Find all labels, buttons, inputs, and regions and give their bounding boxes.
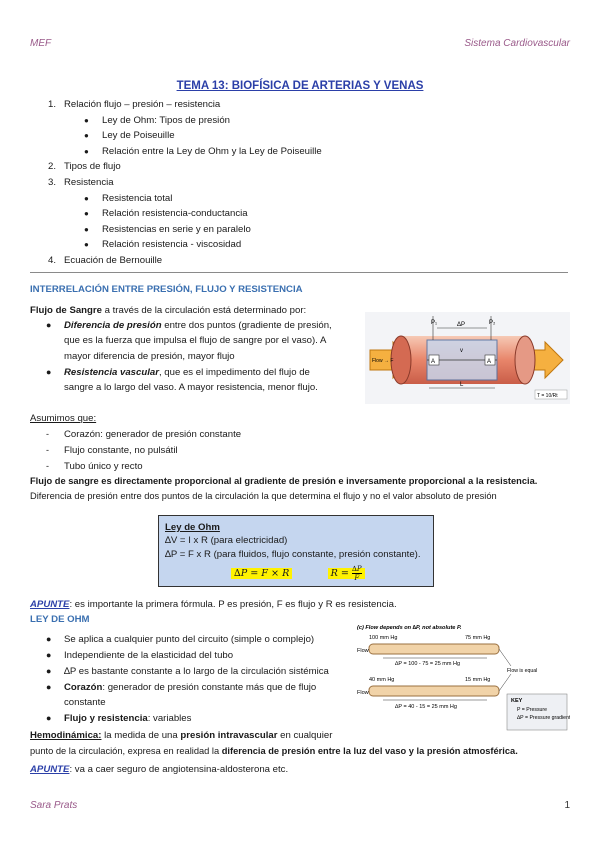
hemodinamica-line1: Hemodinámica: la medida de una presión intravascular en cualquier — [30, 730, 333, 741]
toc-item: 4. Ecuación de Bernouille — [48, 254, 163, 266]
toc-subitem: ● Ley de Ohm: Tipos de presión — [84, 114, 230, 126]
label-p2: P₂ — [489, 320, 496, 326]
section-heading-interrelacion: INTERRELACIÓN ENTRE PRESIÓN, FLUJO Y RESISTENCIA — [30, 284, 303, 295]
toc-subitem: ● Relación resistencia - viscosidad — [84, 239, 242, 251]
table-of-contents — [48, 97, 322, 269]
equation-2: R = $\frac{\Delta P}{F}$ — [328, 568, 365, 579]
footer-author: Sara Prats — [30, 800, 78, 811]
label-dp: ΔP — [457, 322, 466, 328]
pressure-gradient-diagram — [355, 622, 570, 734]
label-a1: A — [431, 359, 436, 365]
label-footer: T = 10/Rt — [537, 393, 558, 399]
ohm-bullet: ● ∆P es bastante constante a lo largo de la circulación sistémica — [46, 666, 329, 677]
apunte-2: APUNTE: va a caer seguro de angiotensina-aldosterona etc. — [30, 764, 289, 775]
ohm-bullet: ● Independiente de la elasticidad del tubo — [46, 650, 234, 661]
bold-statement: Flujo de sangre es directamente proporcional al gradiente de presión e inversamente proporcional a la resistencia. — [30, 476, 538, 486]
diagram2-bot-left: 40 mm Hg — [369, 677, 395, 683]
diagram2-key1: P = Pressure — [517, 707, 548, 713]
tube-bottom — [369, 686, 499, 696]
label-a2: A — [487, 359, 492, 365]
toc-item: 1. Relación flujo – presión – resistencia — [48, 99, 221, 110]
diagram2-top-dp: ∆P = 100 - 75 = 25 mm Hg — [395, 661, 461, 667]
diagram2-note: Flow is equal — [507, 668, 538, 674]
statement-2: Diferencia de presión entre dos puntos de la circulación la que determina el flujo y no el valor absoluto de presión — [30, 491, 497, 501]
ohm-title: Ley de Ohm — [165, 522, 220, 533]
toc-subitem: ● Relación entre la Ley de Ohm y la Ley de Poiseuille — [84, 145, 322, 157]
diagram2-bot-dp: ∆P = 40 - 15 = 25 mm Hg — [395, 704, 457, 710]
vessel-flow-diagram — [365, 312, 570, 404]
page-number: 1 — [564, 800, 570, 811]
hemodinamica-line2: punto de la circulación, expresa en realidad la diferencia de presión entre la luz del vaso y la presión atmosférica. — [30, 746, 518, 756]
ohm-bullet: ● Se aplica a cualquier punto del circuito (simple o complejo) — [46, 634, 315, 645]
ohm-law-box — [158, 515, 434, 587]
equation-1: ∆P = F × R — [231, 568, 292, 579]
ohm-bullet: ● Flujo y resistencia: variables — [46, 713, 192, 724]
toc-subitem: ● Resistencias en serie y en paralelo — [84, 223, 251, 235]
ohm-equations — [165, 565, 427, 582]
header-right: Sistema Cardiovascular — [464, 38, 570, 49]
divider — [30, 272, 568, 273]
diagram2-top-left: 100 mm Hg — [369, 635, 398, 641]
diagram2-bot-right: 15 mm Hg — [465, 677, 491, 683]
assume-heading: Asumimos que: — [30, 413, 97, 424]
assume-item: - Flujo constante, no pulsátil — [46, 445, 178, 456]
diagram2-key-title: KEY — [511, 698, 523, 704]
label-v: v — [460, 348, 463, 354]
intro-line: Flujo de Sangre a través de la circulación está determinado por: — [30, 305, 307, 316]
assume-item: - Tubo único y recto — [46, 461, 143, 472]
assume-item: - Corazón: generador de presión constante — [46, 429, 242, 440]
bullet-pressure-difference: ● Diferencia de presión entre dos puntos (gradiente de presión, que es la fuerza que impulsa el flujo de sangre por el vaso). A mayor diferencia de presión, mayor flujo — [46, 320, 332, 362]
diagram2-key2: ∆P = Pressure gradient — [517, 715, 570, 721]
toc-subitem: ● Resistencia total — [84, 192, 173, 204]
section-heading-ley-ohm: LEY DE OHM — [30, 614, 90, 625]
tube-top — [369, 644, 499, 654]
diagram2-title: (c) Flow depends on ∆P, not absolute P. — [357, 625, 462, 631]
header-left: MEF — [30, 38, 52, 49]
diagram2-flow-bottom: Flow — [357, 690, 369, 696]
toc-item: 3. Resistencia — [48, 176, 114, 188]
diagram2-top-right: 75 mm Hg — [465, 635, 491, 641]
label-flow: Flow → F — [372, 358, 394, 364]
toc-subitem: ● Relación resistencia-conductancia — [84, 208, 248, 220]
label-l: L — [460, 382, 464, 388]
diagram2-flow-top: Flow — [357, 648, 369, 654]
toc-item: 2. Tipos de flujo — [48, 161, 121, 173]
ohm-line2: ∆P = F x R (para fluidos, flujo constante, presión constante). — [165, 548, 421, 560]
label-p1: P₁ — [431, 320, 438, 326]
ohm-line1: ∆V = I x R (para electricidad) — [165, 535, 288, 547]
ohm-bullet: ● Corazón: generador de presión constante más que de flujo constante — [46, 682, 317, 709]
apunte-1: APUNTE: es importante la primera fórmula. P es presión, F es flujo y R es resistencia. — [30, 599, 397, 610]
toc-subitem: ● Ley de Poiseuille — [84, 130, 175, 142]
page-title: TEMA 13: BIOFÍSICA DE ARTERIAS Y VENAS — [176, 80, 424, 92]
bullet-vascular-resistance: ● Resistencia vascular, que es el impedimento del flujo de sangre a lo largo del vaso. A mayor resistencia, menor flujo. — [46, 367, 318, 394]
